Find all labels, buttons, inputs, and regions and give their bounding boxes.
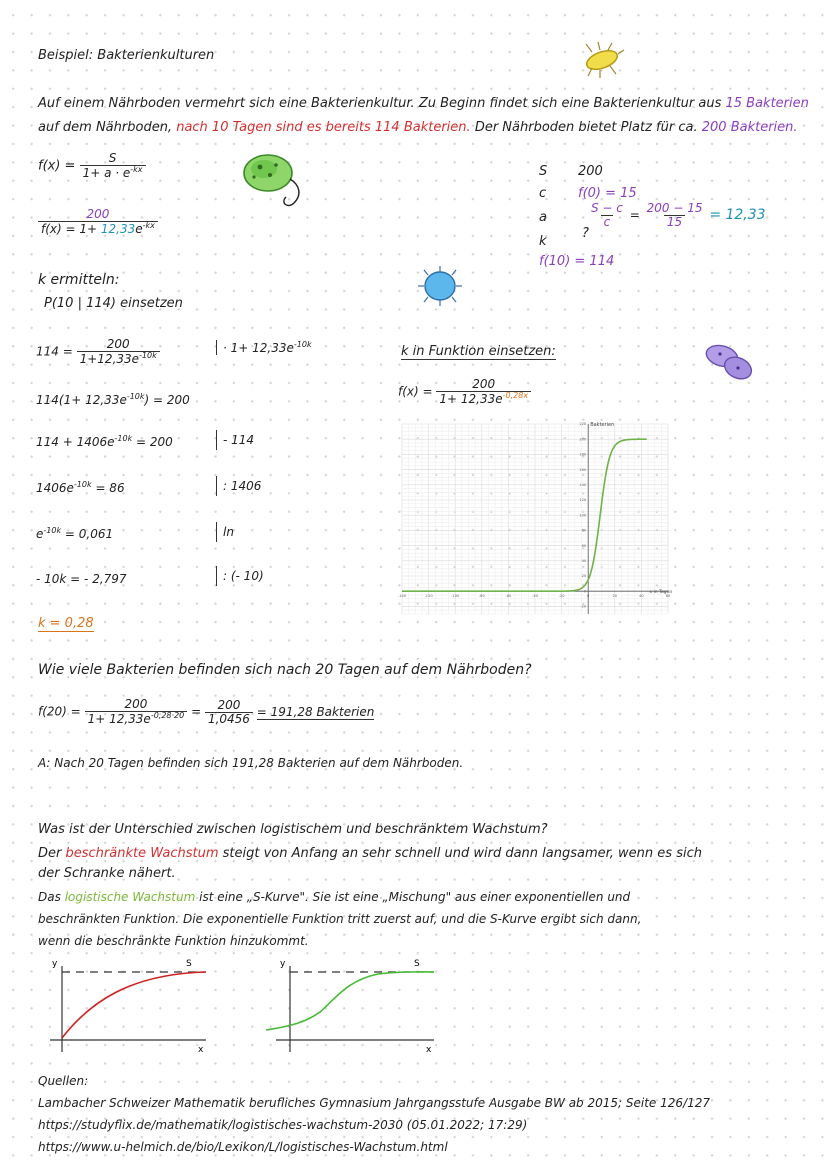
chart-x-tick-label: -100 bbox=[451, 594, 460, 599]
k-in-func-lhs: f(x) = bbox=[398, 384, 433, 399]
sketch2-x-label: x bbox=[426, 1045, 432, 1055]
formula-specific-e: e bbox=[135, 222, 143, 237]
param-a-calculation bbox=[588, 202, 766, 229]
diff-text: steigt von Anfang an sehr schnell und wird dann langsamer, wenn es sich bbox=[222, 846, 702, 861]
step-1 bbox=[36, 338, 160, 366]
calc-equals: = bbox=[191, 704, 202, 719]
param-s-value: 200 bbox=[578, 164, 603, 179]
k-section-heading: k ermitteln: bbox=[38, 272, 120, 288]
chart-y-tick-label: 0 bbox=[583, 589, 587, 594]
param-k-value: ? bbox=[582, 226, 589, 241]
chart-y-tick-label: 220 bbox=[579, 422, 587, 427]
chart-x-tick-label: 0 bbox=[587, 594, 590, 599]
chart-y-tick-label: 20 bbox=[581, 574, 587, 579]
sketch-bounded-growth bbox=[40, 952, 220, 1062]
chart-x-tick-label: -140 bbox=[398, 594, 407, 599]
step-6-text: - 10k = - 2,797 bbox=[36, 572, 127, 586]
k-in-func-num: 200 bbox=[472, 377, 496, 391]
step-3-text: 114 + 1406e bbox=[36, 435, 115, 449]
param-c-value: f(0) = 15 bbox=[578, 186, 637, 201]
formula-numerator: S bbox=[108, 151, 117, 165]
param-a-fraction-2 bbox=[644, 202, 706, 229]
k-in-func-exp: -0,28x bbox=[502, 391, 529, 401]
step-5-text: e bbox=[36, 527, 44, 541]
k-in-func-fraction bbox=[436, 378, 531, 406]
step-4-op: : 1406 bbox=[216, 476, 261, 496]
chart-x-tick-label: 20 bbox=[612, 594, 618, 599]
k-in-func-den: 1+ 12,33e bbox=[439, 392, 503, 407]
diff-line-1 bbox=[38, 846, 702, 861]
chart-x-tick-label: 60 bbox=[665, 594, 671, 599]
chart-y-tick-label: -20 bbox=[580, 604, 587, 609]
calc-num2: 200 bbox=[217, 697, 241, 712]
chart-x-tick-label: -20 bbox=[558, 594, 565, 599]
param-a-frac2-den: 15 bbox=[664, 215, 685, 229]
step-3 bbox=[36, 434, 173, 449]
calc-den1: 1+ 12,33e bbox=[87, 712, 151, 727]
chart-x-tick-label: -60 bbox=[505, 594, 512, 599]
intro-highlight-capacity: 200 Bakterien. bbox=[701, 120, 798, 135]
diff-line-4: beschränkten Funktion. Die exponentielle Funktion tritt zuerst auf, und die S-Kurve ergibt sich dann, bbox=[38, 912, 642, 926]
param-a-frac-num: S − c bbox=[591, 201, 623, 215]
step-6-op: : (- 10) bbox=[216, 566, 264, 586]
formula-general bbox=[38, 152, 146, 180]
question-20-days: Wie viele Bakterien befinden sich nach 20 Tagen auf dem Nährboden? bbox=[38, 662, 532, 678]
param-a-equals: = bbox=[629, 208, 640, 223]
formula-lhs: f(x) = bbox=[38, 158, 76, 174]
formula-specific-lhs: f(x) = 1+ bbox=[41, 222, 98, 237]
step-3-op: - 114 bbox=[216, 430, 254, 450]
step-5-tail: = 0,061 bbox=[61, 527, 114, 541]
diff-bounded-term: beschränkte Wachstum bbox=[65, 846, 219, 861]
intro-text: Auf einem Nährboden vermehrt sich eine Bakterienkultur. Zu Beginn findet sich eine Bakterienkultur aus bbox=[38, 96, 722, 111]
chart-y-tick-label: 140 bbox=[579, 483, 587, 487]
chart-y-tick-label: 180 bbox=[579, 452, 587, 457]
param-s-label: S bbox=[539, 164, 548, 179]
chart-x-tick-label: -80 bbox=[478, 594, 485, 599]
calc-result: = 191,28 Bakterien bbox=[256, 704, 375, 719]
sketch-logistic-growth bbox=[262, 952, 442, 1062]
param-a-label: a bbox=[539, 210, 547, 225]
bacterium-doodle-green-icon bbox=[240, 145, 318, 217]
formula-specific bbox=[38, 208, 158, 236]
k-result: k = 0,28 bbox=[38, 616, 94, 631]
chart-x-tick-label: -120 bbox=[424, 594, 433, 599]
answer-text: A: Nach 20 Tagen befinden sich 191,28 Bakterien auf dem Nährboden. bbox=[38, 756, 464, 770]
source-1: Lambacher Schweizer Mathematik berufliches Gymnasium Jahrgangsstufe Ausgabe BW ab 2015; Seite 126/127 bbox=[38, 1096, 710, 1110]
step-3-tail: = 200 bbox=[132, 435, 173, 449]
diff-text: Der bbox=[38, 846, 62, 861]
virus-doodle-blue-icon bbox=[412, 262, 468, 310]
step-1-fraction bbox=[77, 338, 160, 366]
intro-text: auf dem Nährboden, bbox=[38, 120, 173, 135]
page-title: Beispiel: Bakterienkulturen bbox=[38, 48, 215, 63]
step-1-num: 200 bbox=[106, 337, 130, 351]
step-5 bbox=[36, 526, 113, 541]
diff-text: Das bbox=[38, 890, 61, 904]
k-in-func-formula bbox=[398, 378, 531, 406]
step-2 bbox=[36, 392, 190, 407]
diff-line-3 bbox=[38, 890, 630, 904]
formula-fraction bbox=[80, 152, 146, 180]
chart-x-tick-label: 40 bbox=[639, 594, 644, 599]
k-section-subheading: P(10 | 114) einsetzen bbox=[44, 296, 183, 311]
sketch1-s-label: S bbox=[186, 959, 192, 969]
step-2-tail: ) = 200 bbox=[144, 393, 190, 407]
intro-highlight-10days: nach 10 Tagen sind es bereits 114 Bakterien. bbox=[176, 120, 471, 135]
k-in-func-heading: k in Funktion einsetzen: bbox=[401, 344, 556, 359]
sketch2-s-label: S bbox=[414, 959, 420, 969]
chart-y-tick-label: 80 bbox=[581, 528, 587, 533]
step-5-op: ln bbox=[216, 522, 234, 542]
sources-heading: Quellen: bbox=[38, 1074, 89, 1088]
calc-den2: 1,0456 bbox=[205, 712, 253, 726]
step-1-operation bbox=[216, 340, 312, 355]
param-k-label: k bbox=[539, 234, 547, 249]
formula-denominator: 1+ a · e bbox=[82, 166, 131, 181]
step-2-exp: -10k bbox=[126, 392, 145, 401]
intro-line-1 bbox=[38, 96, 809, 111]
step-2-text: 114(1+ 12,33e bbox=[36, 393, 127, 407]
bacteria-doodle-purple-icon bbox=[700, 338, 758, 386]
formula-specific-fraction bbox=[38, 208, 158, 236]
diff-line-2: der Schranke nähert. bbox=[38, 866, 176, 881]
param-a-fraction bbox=[588, 202, 626, 229]
chart-y-tick-label: 200 bbox=[579, 437, 587, 442]
param-f10: f(10) = 114 bbox=[539, 254, 615, 269]
step-1-den: 1+12,33e bbox=[79, 352, 140, 367]
chart-x-label: x in Tagen bbox=[649, 590, 673, 596]
chart-y-label: Bakterien bbox=[590, 422, 615, 428]
diff-line-5: wenn die beschränkte Funktion hinzukommt. bbox=[38, 934, 309, 948]
step-4-exp: -10k bbox=[73, 480, 92, 489]
formula-specific-a: 12,33 bbox=[100, 222, 136, 237]
sketch1-y-label: y bbox=[52, 959, 58, 969]
step-4-text: 1406e bbox=[36, 481, 74, 495]
step-3-exp: -10k bbox=[114, 434, 133, 443]
source-2-link[interactable]: https://studyflix.de/mathematik/logistisches-wachstum-2030 (05.01.2022; 17:29) bbox=[38, 1118, 528, 1132]
calc-lhs: f(20) = bbox=[38, 704, 81, 719]
source-3-link[interactable]: https://www.u-helmich.de/bio/Lexikon/L/logistisches-Wachstum.html bbox=[38, 1140, 448, 1154]
param-a-result: = 12,33 bbox=[709, 207, 766, 224]
step-1-op-exp: -10k bbox=[293, 340, 312, 349]
intro-line-2 bbox=[38, 120, 798, 135]
param-a-frac2-num: 200 − 15 bbox=[646, 201, 703, 215]
diff-text: ist eine „S-Kurve". Sie ist eine „Mischung" aus einer exponentiellen und bbox=[199, 890, 631, 904]
chart-y-tick-label: 100 bbox=[579, 513, 587, 518]
chart-y-tick-label: 60 bbox=[581, 543, 587, 548]
chart-y-tick-label: 120 bbox=[579, 498, 587, 503]
calc-f20 bbox=[38, 698, 374, 726]
diff-question: Was ist der Unterschied zwischen logistischem und beschränktem Wachstum? bbox=[38, 822, 548, 837]
calc-num1: 200 bbox=[124, 697, 148, 711]
calc-fraction-1 bbox=[85, 698, 188, 726]
chart-y-tick-label: 160 bbox=[579, 467, 587, 472]
step-1-lhs: 114 = bbox=[36, 344, 73, 359]
calc-exp1: -0,28·20 bbox=[150, 711, 185, 721]
intro-highlight-start: 15 Bakterien bbox=[725, 96, 809, 111]
param-a-frac-den: c bbox=[601, 215, 614, 229]
bacteria-doodle-yellow-icon bbox=[578, 40, 626, 80]
step-5-exp: -10k bbox=[43, 526, 62, 535]
intro-text: Der Nährboden bietet Platz für ca. bbox=[474, 120, 698, 135]
chart-y-tick-label: 40 bbox=[581, 559, 587, 563]
formula-exponent: -kx bbox=[130, 165, 143, 175]
logistic-chart bbox=[398, 418, 680, 618]
diff-logistic-term: logistische Wachstum bbox=[64, 890, 196, 904]
formula-specific-numerator: 200 bbox=[86, 207, 110, 221]
calc-fraction-2 bbox=[205, 699, 253, 726]
step-4 bbox=[36, 480, 125, 495]
step-4-tail: = 86 bbox=[91, 481, 125, 495]
chart-x-tick-label: -40 bbox=[532, 594, 538, 599]
param-c-label: c bbox=[539, 186, 547, 201]
sketch1-x-label: x bbox=[198, 1045, 204, 1055]
sketch2-y-label: y bbox=[280, 959, 286, 969]
step-1-den-exp: -10k bbox=[139, 351, 157, 361]
step-1-op: · 1+ 12,33e bbox=[223, 341, 294, 355]
chart-grid bbox=[402, 424, 668, 614]
formula-specific-exponent: -kx bbox=[142, 221, 155, 231]
